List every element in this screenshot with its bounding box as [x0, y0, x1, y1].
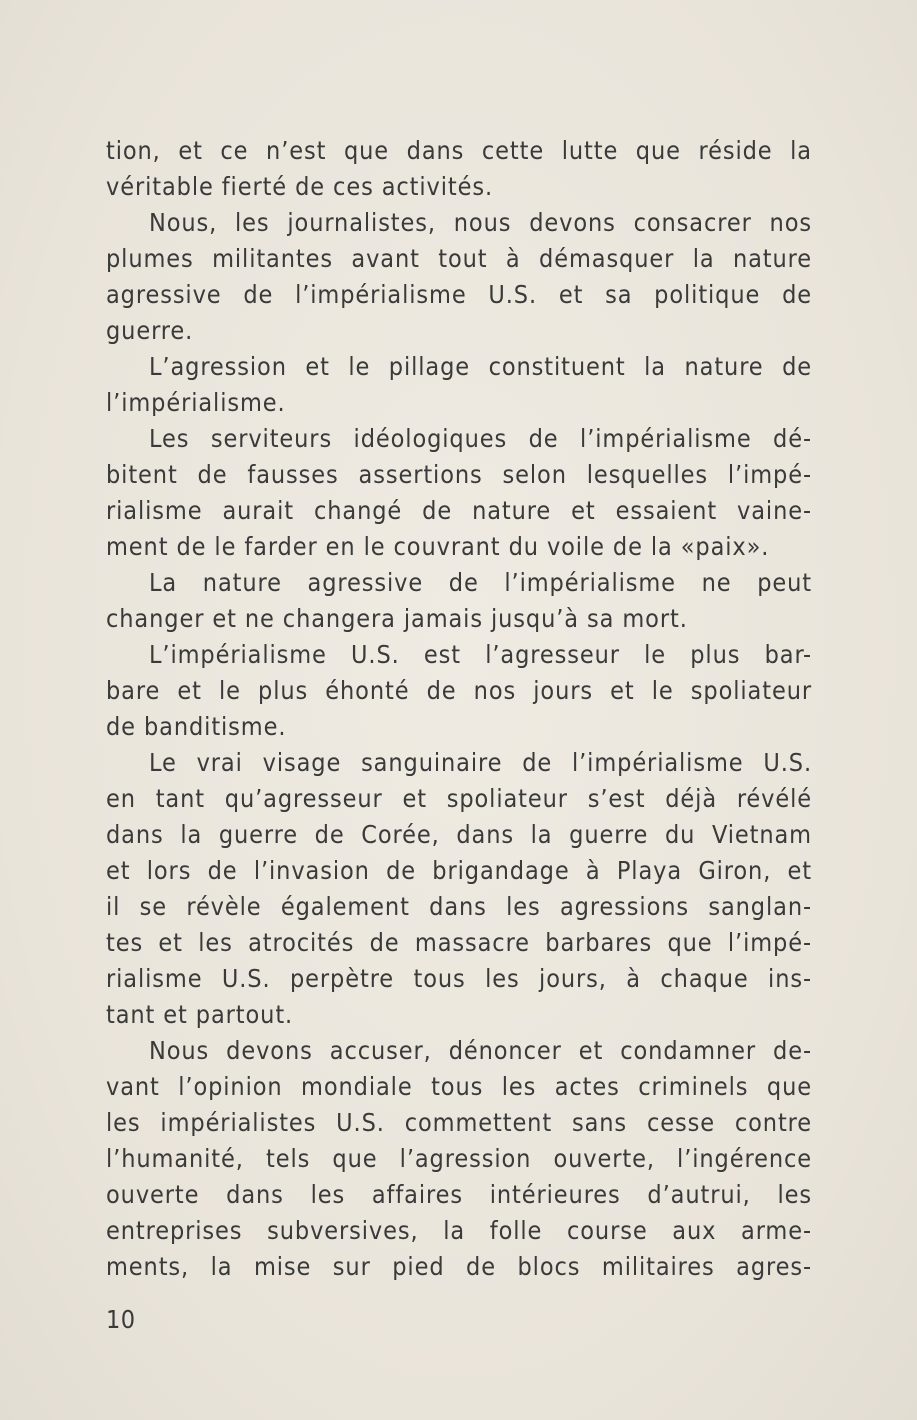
text-line: bitent de fausses assertions selon lesquelles l’impé- — [106, 460, 812, 489]
text-line: l’impérialisme. — [106, 388, 286, 417]
text-line: vant l’opinion mondiale tous les actes criminels que — [106, 1072, 812, 1101]
text-line: bare et le plus éhonté de nos jours et le spoliateur — [106, 676, 812, 705]
text-line: rialisme aurait changé de nature et essaient vaine- — [106, 496, 812, 525]
text-line: tion, et ce n’est que dans cette lutte que réside la — [106, 136, 812, 165]
text-line: L’impérialisme U.S. est l’agresseur le plus bar- — [149, 640, 812, 669]
text-line: et lors de l’invasion de brigandage à Playa Giron, et — [106, 856, 812, 885]
text-line: entreprises subversives, la folle course aux arme- — [106, 1216, 812, 1245]
text-line: il se révèle également dans les agressions sanglan- — [106, 892, 812, 921]
text-line: ment de le farder en le couvrant du voile de la «paix». — [106, 532, 770, 561]
text-line: guerre. — [106, 316, 194, 345]
text-line: Nous devons accuser, dénoncer et condamner de- — [149, 1036, 812, 1065]
text-line: en tant qu’agresseur et spoliateur s’est déjà révélé — [106, 784, 812, 813]
text-line: L’agression et le pillage constituent la nature de — [149, 352, 812, 381]
text-line: La nature agressive de l’impérialisme ne peut — [149, 568, 812, 597]
page-number: 10 — [106, 1305, 136, 1334]
text-line: agressive de l’impérialisme U.S. et sa politique de — [106, 280, 812, 309]
body-text — [106, 133, 812, 1285]
text-line: changer et ne changera jamais jusqu’à sa mort. — [106, 604, 688, 633]
text-line: rialisme U.S. perpètre tous les jours, à chaque ins- — [106, 964, 812, 993]
text-line: ments, la mise sur pied de blocs militaires agres- — [106, 1252, 812, 1281]
text-line: véritable fierté de ces activités. — [106, 172, 494, 201]
text-line: tes et les atrocités de massacre barbares que l’impé- — [106, 928, 812, 957]
text-line: les impérialistes U.S. commettent sans cesse contre — [106, 1108, 812, 1137]
text-line: de banditisme. — [106, 712, 287, 741]
text-line: Les serviteurs idéologiques de l’impérialisme dé- — [149, 424, 812, 453]
text-line: l’humanité, tels que l’agression ouverte, l’ingérence — [106, 1144, 812, 1173]
text-line: Le vrai visage sanguinaire de l’impérialisme U.S. — [149, 748, 812, 777]
text-line: Nous, les journalistes, nous devons consacrer nos — [149, 208, 812, 237]
text-line: plumes militantes avant tout à démasquer la nature — [106, 244, 812, 273]
text-line: dans la guerre de Corée, dans la guerre du Vietnam — [106, 820, 812, 849]
text-line: ouverte dans les affaires intérieures d’autrui, les — [106, 1180, 812, 1209]
text-line: tant et partout. — [106, 1000, 294, 1029]
